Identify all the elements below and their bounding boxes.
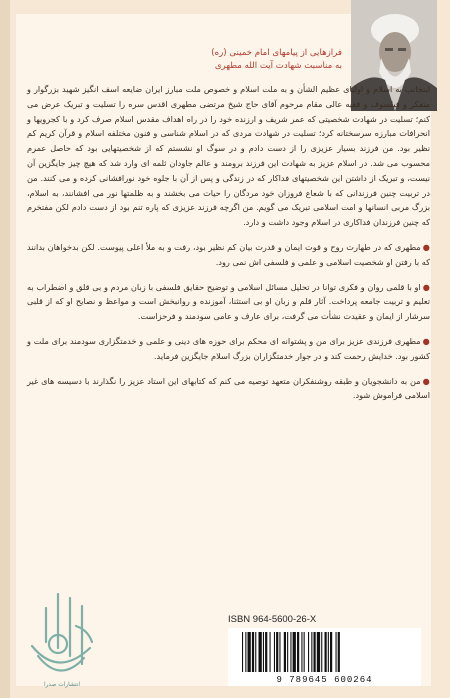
bullet-icon: ● xyxy=(422,241,430,252)
paragraph-5: ●من به دانشجویان و طبقه روشنفکران متعهد توصیه می کنم که کتابهای این استاد عزیز را نگذارند با دسیسه های غیر اسلامی فراموش شود. xyxy=(27,375,430,401)
quote-line-2: به مناسبت شهادت آیت الله مطهری xyxy=(214,61,342,71)
publisher-name: انتشارات صدرا xyxy=(44,682,80,688)
left-edge-strip xyxy=(0,0,10,698)
imam-quote-heading xyxy=(152,47,342,73)
quote-line-1: فرازهایی از پیامهای امام خمینی (ره) xyxy=(211,48,342,58)
bullet-icon: ● xyxy=(422,335,430,346)
paragraph-1: اینجانب به اسلام و اولیای عظیم الشأن و به ملت اسلام و خصوص ملت مبارز ایران ضایعه اسف انگیز شهید بزرگوار و متفکر و فیلسوف و فقیه عالی مقام مرحوم آقای حاج شیخ مرتضی مطهری اقدس سره را تسلیت و تبریک عرض می کنم؛ تسلیت در شهادت شخصیتی که عمر شریف و ارزنده خود را در راه اهداف مقدس اسلام صرف کرد و با کجرویها و انحرافات مبارزه سرسختانه کرد؛ تسلیت در شهادت مردی که در اسلام شناسی و فنون مختلفه اسلام و قرآن کریم کم نظیر بود. من فرزند بسیار عزیزی را از دست دادم و در سوگ او نشستم که از شخصیتهایی بود که حاصل عمرم محسوب می شد. در اسلام عزیز به شهادت این فرزند برومند و عالم جاودان ثلمه ای وارد شد که هیچ چیز جایگزین آن نیست، و تبریک از داشتن این شخصیتهای فداکار که در زندگی و پس از آن با جلوه خود نورافشانی کرده و می کنند. من در تربیت چنین فرزندانی که با شعاع فروزان خود مردگان را حیات می بخشند و به ظلمتها نور می افشانند، به اسلام، بزرگ مربی انسانها و امت اسلامی تبریک می گویم. من اگرچه فرزند عزیزی که پاره تنم بود از دست دادم لکن مفتخرم که چنین فرزندان فداکاری در اسلام وجود داشت و دارد. xyxy=(27,84,430,228)
bullet-icon: ● xyxy=(422,281,430,292)
barcode xyxy=(228,628,421,686)
isbn-number: ISBN 964-5600-26-X xyxy=(228,614,317,625)
barcode-digits: 9 789645 600264 xyxy=(276,675,373,685)
barcode-bars xyxy=(228,628,421,674)
publisher-logo xyxy=(18,586,104,686)
paragraph-2: ●مطهری که در طهارت روح و قوت ایمان و قدرت بیان کم نظیر بود، رفت و به ملأ اعلی پیوست. لکن بدخواهان بدانند که با رفتن او شخصیت اسلامی و علمی و فلسفی اش نمی رود. xyxy=(27,241,430,267)
quote-body xyxy=(27,82,430,413)
bullet-icon: ● xyxy=(422,375,430,386)
paragraph-4: ●مطهری فرزندی عزیز برای من و پشتوانه ای محکم برای حوزه های دینی و علمی و خدمتگزاری سودمند برای ملت و کشور بود. خدایش رحمت کند و در جوار خدمتگزاران بزرگ اسلام جایگزین فرماید. xyxy=(27,335,430,361)
paragraph-3: ●او با قلمی روان و فکری توانا در تحلیل مسائل اسلامی و توضیح حقایق فلسفی با زبان مردم و بی قلق و اضطراب به تعلیم و تربیت جامعه پرداخت. آثار قلم و زبان او بی استثنا، آموزنده و روانبخش است و مواعظ و نصایح او که از قلبی سرشار از ایمان و عقیدت نشأت می گرفت، برای عارف و عامی سودمند و فرحزاست. xyxy=(27,281,430,322)
